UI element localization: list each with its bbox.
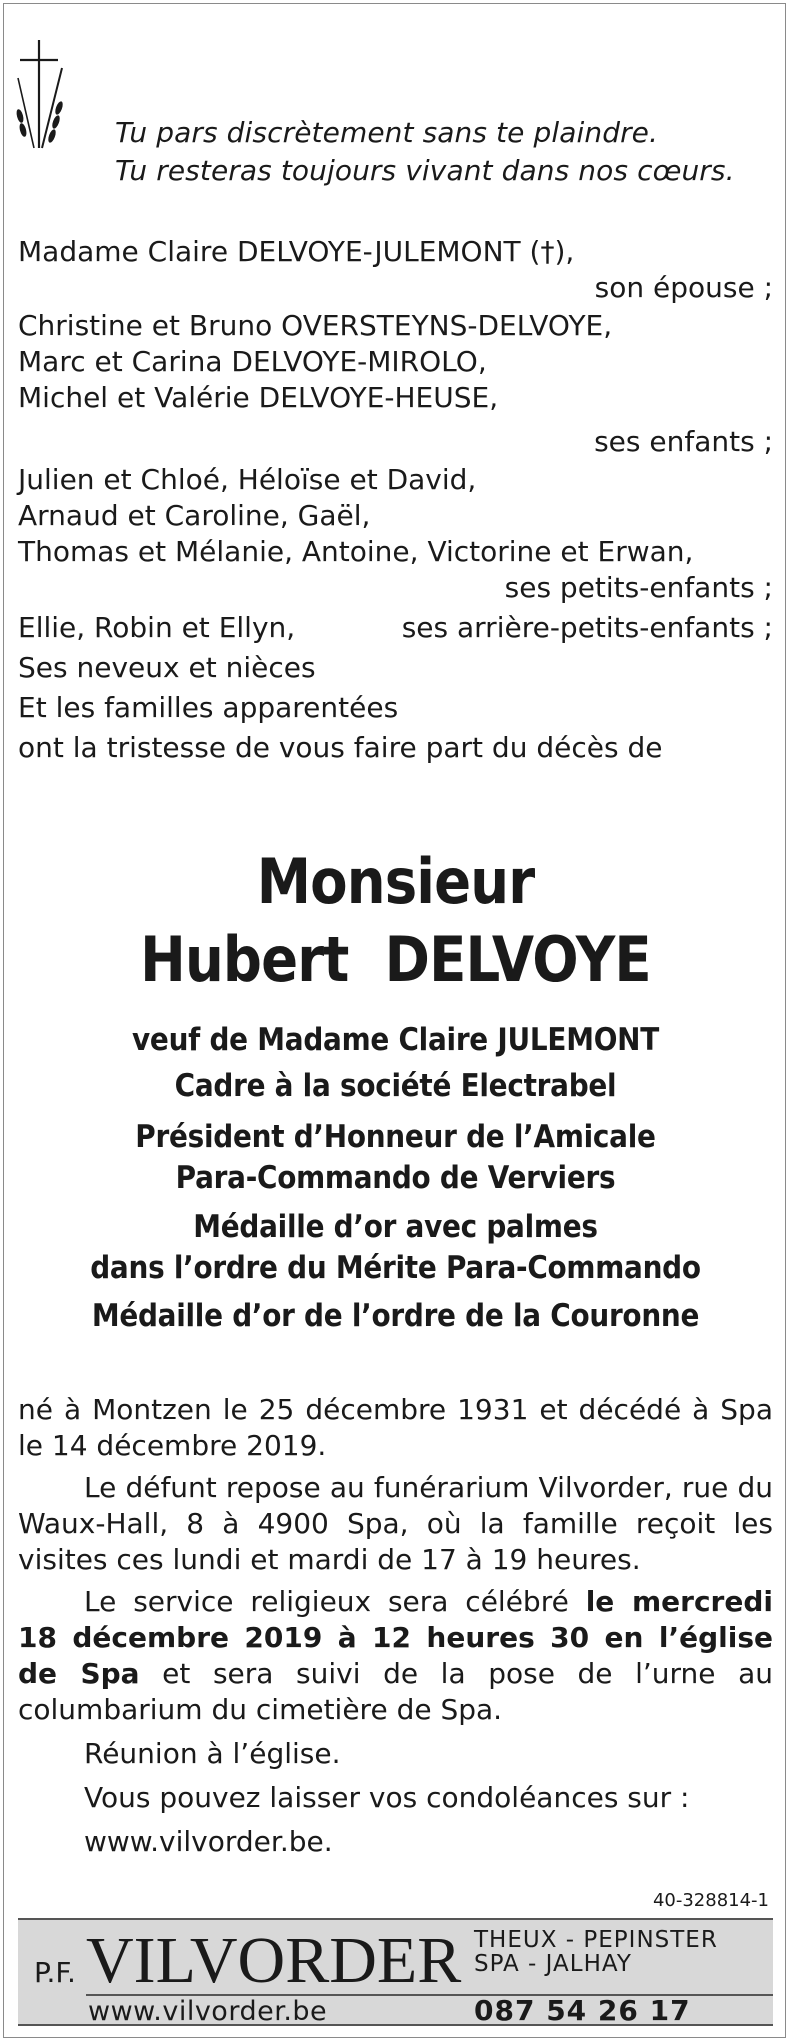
great-grandchildren-role: ses arrière-petits-enfants ; [401,611,773,644]
footer-website-link[interactable]: www.vilvorder.be [88,1996,328,2027]
epitaph [115,114,735,190]
child-1: Christine et Bruno OVERSTEYNS-DELVOYE, [18,309,613,342]
details-block [18,1392,773,1860]
cross-wheat-icon [12,38,66,150]
great-grandchildren-row [18,610,773,646]
deceased-titles [0,1018,791,1338]
child-2: Marc et Carina DELVOYE-MIROLO, [18,345,487,378]
locations-line-2: SPA - JALHAY [474,1951,632,1977]
related-families: Et les familles apparentées [18,691,399,724]
title-honor-1: Président d’Honneur de l’Amicale [135,1119,656,1155]
child-3: Michel et Valérie DELVOYE-HEUSE, [18,381,499,414]
condolences-text: Vous pouvez laisser vos condoléances sur : [84,1781,690,1814]
service-text-before: Le service religieux sera célébré [84,1585,586,1618]
family-list [18,234,773,766]
title-medal-2: dans l’ordre du Mérite Para-Commando [90,1250,701,1286]
condolences-website[interactable]: www.vilvorder.be. [84,1825,333,1858]
service-paragraph [18,1584,773,1728]
spouse-role: son épouse ; [594,271,773,304]
pf-label: P.F. [34,1956,76,1989]
reference-number: 40-328814-1 [652,1890,769,1911]
brand-logo-text: VILVORDER [86,1924,462,1997]
repose-paragraph [18,1470,773,1578]
announcement-line: ont la tristesse de vous faire part du décès de [18,731,663,764]
grandchild-2: Arnaud et Caroline, Gaël, [18,499,371,532]
title-medal-3: Médaille d’or de l’ordre de la Couronne [91,1298,700,1334]
nephews-nieces: Ses neveux et nièces [18,651,316,684]
title-honor-2: Para-Commando de Verviers [175,1160,616,1196]
grandchild-3: Thomas et Mélanie, Antoine, Victorine et Erwan, [18,535,694,568]
funeral-home-footer [18,1918,773,2026]
epitaph-line-1: Tu pars discrètement sans te plaindre. [115,116,659,149]
title-widower: veuf de Madame Claire JULEMONT [131,1022,659,1058]
title-job: Cadre à la société Electrabel [174,1068,617,1104]
meeting-text: Réunion à l’église. [84,1737,341,1770]
repose-text: Le défunt repose au funérarium Vilvorder, rue du Waux-Hall, 8 à 4900 Spa, où la famille reçoit les visites ces lundi et mardi de 17 à 19 heures. [18,1471,773,1576]
children-role: ses enfants ; [594,425,773,458]
locations [474,1928,718,1976]
deceased-title: Monsieur [256,845,535,918]
locations-line-1: THEUX - PEPINSTER [474,1927,718,1953]
service-text-after: et sera suivi de la pose de l’urne au columbarium du cimetière de Spa. [18,1657,773,1726]
deceased-name: Hubert DELVOYE [140,923,651,996]
great-grandchildren: Ellie, Robin et Ellyn, [18,611,296,644]
spouse-name: Madame Claire DELVOYE-JULEMONT (†), [18,235,575,268]
grandchildren-role: ses petits-enfants ; [504,571,773,604]
service-date-location: le mercredi 18 décembre 2019 à 12 heures 30 en l’église de Spa [18,1585,773,1690]
footer-phone[interactable]: 087 54 26 17 [474,1994,691,2027]
title-medal-1: Médaille d’or avec palmes [193,1209,598,1245]
birth-death: né à Montzen le 25 décembre 1931 et décédé à Spa le 14 décembre 2019. [18,1393,773,1462]
grandchild-1: Julien et Chloé, Héloïse et David, [18,463,477,496]
epitaph-line-2: Tu resteras toujours vivant dans nos cœurs. [115,154,735,187]
